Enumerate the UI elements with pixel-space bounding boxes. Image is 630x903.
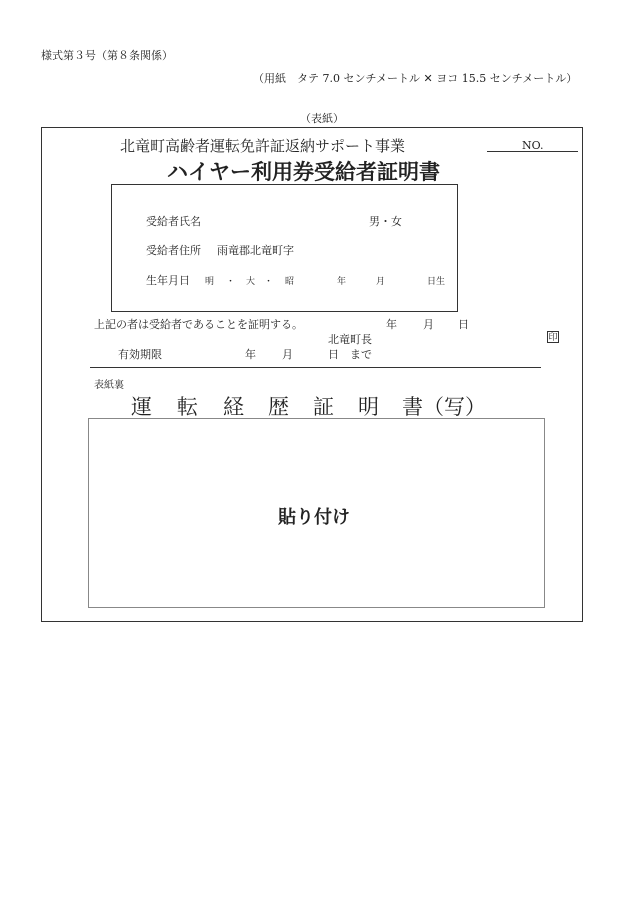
birth-month-unit: 月 bbox=[376, 277, 386, 287]
cert-year-unit: 年 bbox=[386, 318, 397, 331]
era-dot: ・ bbox=[264, 277, 274, 287]
era-meiji: 明 bbox=[205, 277, 215, 287]
mayor-label: 北竜町長 bbox=[328, 333, 372, 346]
back-title-char: 転 bbox=[177, 395, 198, 419]
valid-day-unit: 日 bbox=[328, 348, 339, 361]
era-dot: ・ bbox=[226, 277, 236, 287]
back-title-char: 歴 bbox=[268, 395, 289, 419]
valid-until-suffix: まで bbox=[350, 348, 372, 361]
back-title-char: 運 bbox=[131, 395, 152, 419]
valid-year-unit: 年 bbox=[245, 348, 256, 361]
era-showa: 昭 bbox=[285, 277, 295, 287]
no-label: NO. bbox=[522, 139, 544, 152]
section-divider bbox=[90, 367, 541, 368]
front-label: （表紙） bbox=[300, 112, 344, 125]
cert-month-unit: 月 bbox=[423, 318, 434, 331]
valid-month-unit: 月 bbox=[282, 348, 293, 361]
no-underline bbox=[487, 151, 578, 152]
seal-mark: 印 bbox=[548, 333, 558, 343]
birth-day-suffix: 日生 bbox=[427, 277, 446, 287]
birthdate-label: 生年月日 bbox=[146, 274, 190, 287]
back-title-char: 証 bbox=[313, 395, 334, 419]
back-title-char: 書（写） bbox=[402, 395, 486, 419]
birth-year-unit: 年 bbox=[337, 277, 347, 287]
valid-until-label: 有効期限 bbox=[118, 348, 162, 361]
back-title-char: 明 bbox=[358, 395, 379, 419]
back-title-char: 経 bbox=[223, 395, 244, 419]
recipient-name-label: 受給者氏名 bbox=[146, 215, 201, 228]
cert-day-unit: 日 bbox=[458, 318, 469, 331]
paste-label: 貼り付け bbox=[278, 507, 350, 528]
form-number: 様式第３号（第８条関係） bbox=[41, 49, 173, 62]
certification-text: 上記の者は受給者であることを証明する。 bbox=[94, 318, 303, 331]
gender-label: 男・女 bbox=[369, 215, 402, 228]
program-name: 北竜町高齢者運転免許証返納サポート事業 bbox=[120, 137, 406, 155]
address-value: 雨竜郡北竜町字 bbox=[217, 244, 294, 257]
era-taisho: 大 bbox=[246, 277, 256, 287]
back-label: 表紙裏 bbox=[94, 380, 124, 391]
address-label: 受給者住所 bbox=[146, 244, 201, 257]
paper-size-note: （用紙 タテ 7.0 センチメートル ✕ ヨコ 15.5 センチメートル） bbox=[253, 72, 578, 85]
card-title: ハイヤー利用券受給者証明書 bbox=[167, 159, 440, 184]
